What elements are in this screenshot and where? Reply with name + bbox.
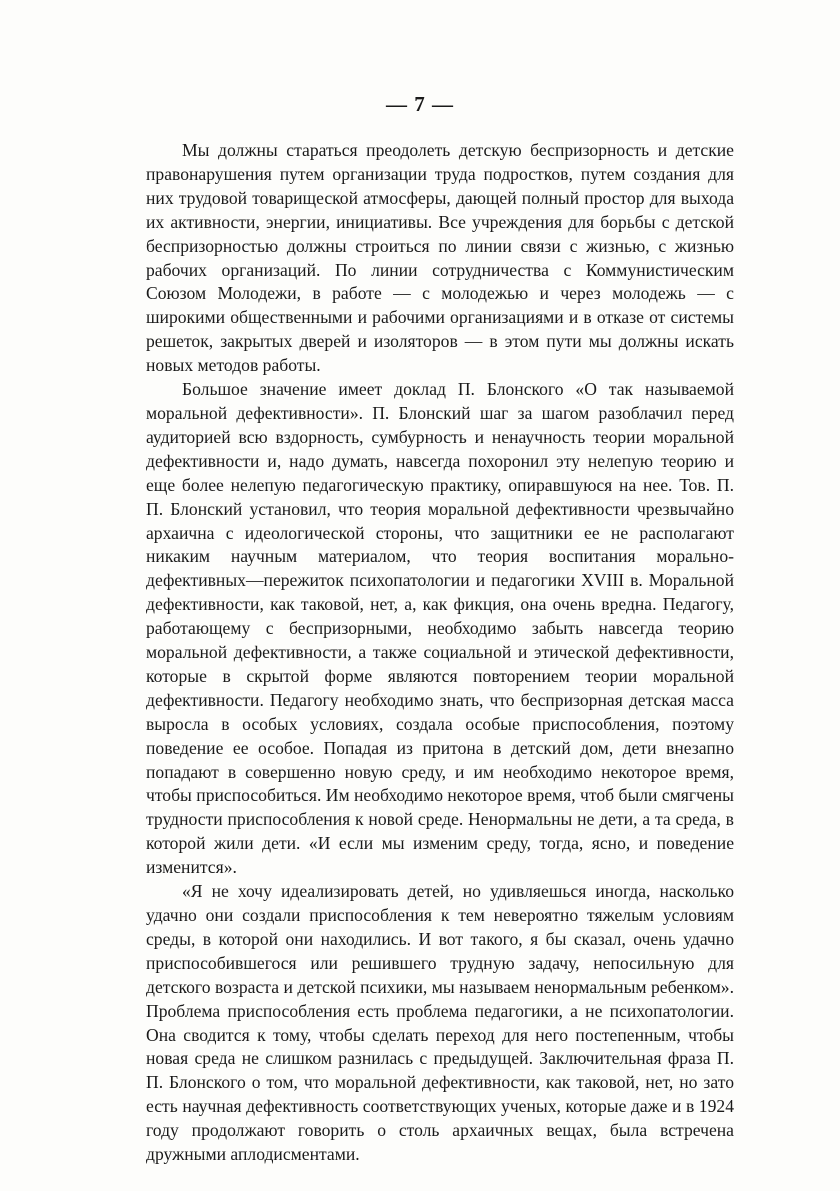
body-text (146, 139, 734, 1167)
page-number: — 7 — (386, 92, 454, 116)
paragraph-2: Большое значение имеет доклад П. Блонского «О так называемой моральной дефективности». П. Блонский шаг за шагом разоблачил перед аудиторией всю вздорность, сумбурность и ненаучность теории моральной дефективности и, надо думать, навсегда похоронил эту нелепую теорию и еще более нелепую педагогическую практику, опиравшуюся на нее. Тов. П. П. Блонский установил, что теория моральной дефективности чрезвычайно архаична с идеологической стороны, что защитники ее не располагают никаким научным материалом, что теория воспитания морально-дефективных—пережиток психопатологии и педагогики XVIII в. Моральной дефективности, как таковой, нет, а, как фикция, она очень вредна. Педагогу, работающему с беспризорными, необходимо забыть навсегда теорию моральной дефективности, а также социальной и этической дефективности, которые в скрытой форме являются повторением теории моральной дефективности. Педагогу необходимо знать, что беспризорная детская масса выросла в особых условиях, создала особые приспособления, поэтому поведение ее особое. Попадая из притона в детский дом, дети внезапно попадают в совершенно новую среду, и им необходимо некоторое время, чтобы приспособиться. Им необходимо некоторое время, чтоб были смягчены трудности приспособления к новой среде. Ненормальны не дети, а та среда, в которой жили дети. «И если мы изменим среду, тогда, ясно, и поведение изменится». (146, 379, 735, 878)
paragraph-1: Мы должны стараться преодолеть детскую беспризорность и детские правонарушения путем организации труда подростков, путем создания для них трудовой товарищеской атмосферы, дающей полный простор для выхода их активности, энергии, инициативы. Все учреждения для борьбы с детской беспризорностью должны строиться по линии связи с жизнью, с жизнью рабочих организаций. По линии сотрудничества с Коммунистическим Союзом Молодежи, в работе — с молодежью и через молодежь — с широкими общественными и рабочими организациями и в отказе от системы решеток, закрытых дверей и изоляторов — в этом пути мы должны искать новых методов работы. (146, 140, 734, 376)
paragraph-3: «Я не хочу идеализировать детей, но удивляешься иногда, насколько удачно они создали приспособления к тем невероятно тяжелым условиям среды, в которой они находились. И вот такого, я бы сказал, очень удачно приспособившегося или решившего трудную задачу, непосильную для детского возраста и детской психики, мы называем ненормальным ребенком». Проблема приспособления есть проблема педагогики, а не психопатологии. Она сводится к тому, чтобы сделать переход для него постепенным, чтобы новая среда не слишком разнилась с предыдущей. Заключительная фраза П. П. Блонского о том, что моральной дефективности, как таковой, нет, но зато есть научная дефективность соответствующих ученых, которые даже и в 1924 году продолжают говорить о столь архаичных вещах, была встречена дружными аплодисментами. (146, 881, 734, 1165)
